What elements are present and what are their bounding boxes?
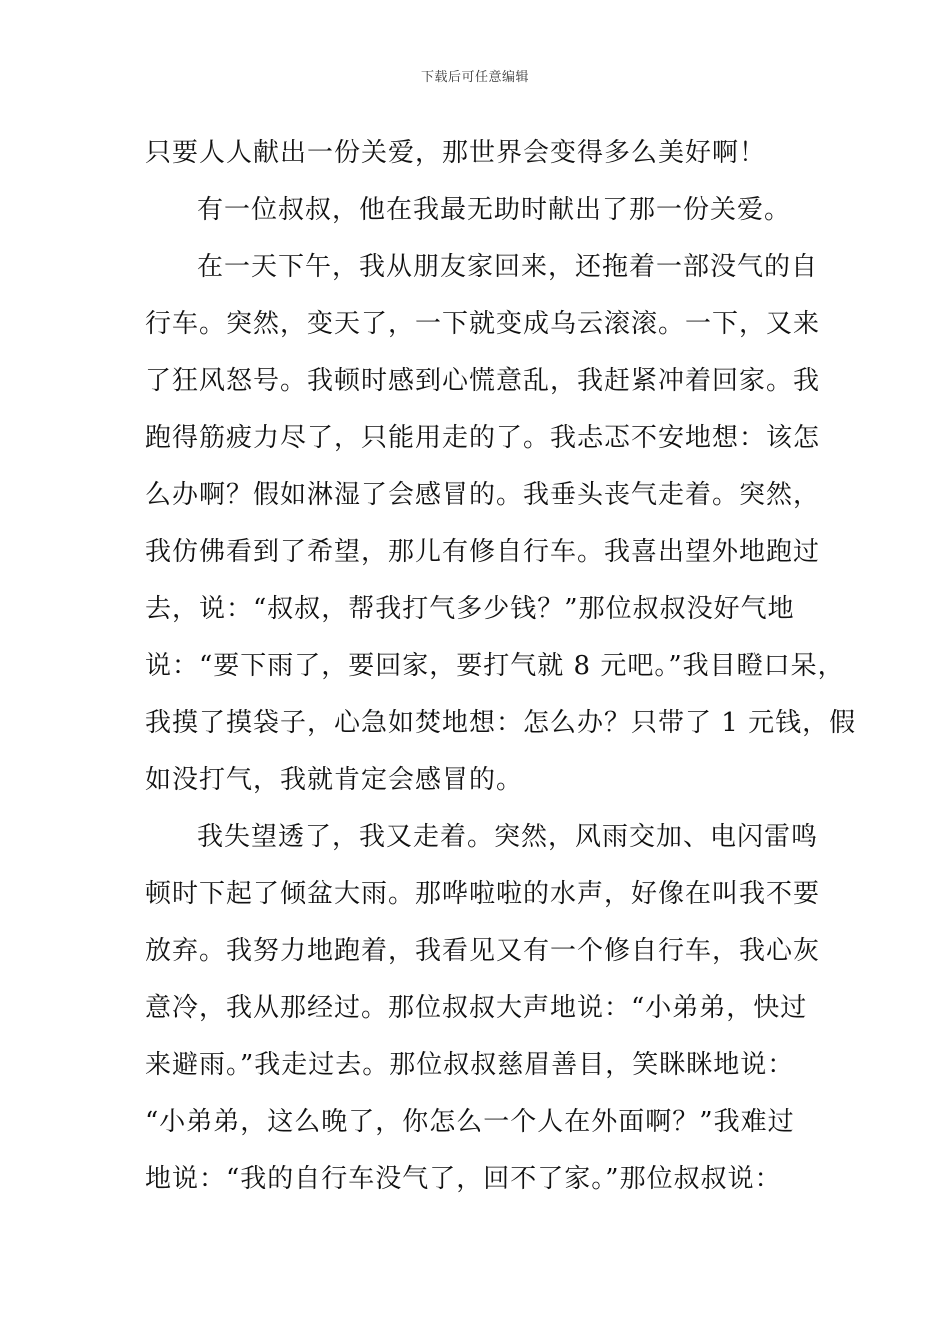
page-header: 下载后可任意编辑 <box>420 70 529 85</box>
text-line: 地说：“我的自行车没气了，回不了家。”那位叔叔说： <box>145 1164 782 1194</box>
text-line: 跑得筋疲力尽了，只能用走的了。我忐忑不安地想：该怎 <box>145 423 821 453</box>
text-line: “小弟弟，这么晚了，你怎么一个人在外面啊？”我难过 <box>145 1107 795 1137</box>
essay-body <box>145 125 857 1208</box>
text-line: 如没打气，我就肯定会感冒的。 <box>145 765 524 795</box>
text-line: 我失望透了，我又走着。突然，风雨交加、电闪雷鸣 <box>197 822 819 852</box>
text-line: 么办啊？假如淋湿了会感冒的。我垂头丧气走着。突然， <box>145 480 821 510</box>
text-line: 说：“要下雨了，要回家，要打气就 8 元吧。”我目瞪口呆， <box>145 651 845 681</box>
text-line: 去，说：“叔叔，帮我打气多少钱？”那位叔叔没好气地 <box>145 594 795 624</box>
text-line: 意冷，我从那经过。那位叔叔大声地说：“小弟弟，快过 <box>145 993 808 1023</box>
text-line: 有一位叔叔，他在我最无助时献出了那一份关爱。 <box>197 195 792 225</box>
text-line: 顿时下起了倾盆大雨。那哗啦啦的水声，好像在叫我不要 <box>145 879 821 909</box>
text-line: 放弃。我努力地跑着，我看见又有一个修自行车，我心灰 <box>145 936 821 966</box>
text-line: 了狂风怒号。我顿时感到心慌意乱，我赶紧冲着回家。我 <box>145 366 821 396</box>
text-line: 行车。突然，变天了，一下就变成乌云滚滚。一下，又来 <box>145 309 821 339</box>
text-line: 只要人人献出一份关爱，那世界会变得多么美好啊！ <box>145 138 767 168</box>
text-line: 在一天下午，我从朋友家回来，还拖着一部没气的自 <box>197 252 819 282</box>
text-line: 我仿佛看到了希望，那儿有修自行车。我喜出望外地跑过 <box>145 537 821 567</box>
text-line: 来避雨。”我走过去。那位叔叔慈眉善目，笑眯眯地说： <box>145 1050 795 1080</box>
text-line: 我摸了摸袋子，心急如焚地想：怎么办？只带了 1 元钱，假 <box>145 708 857 738</box>
